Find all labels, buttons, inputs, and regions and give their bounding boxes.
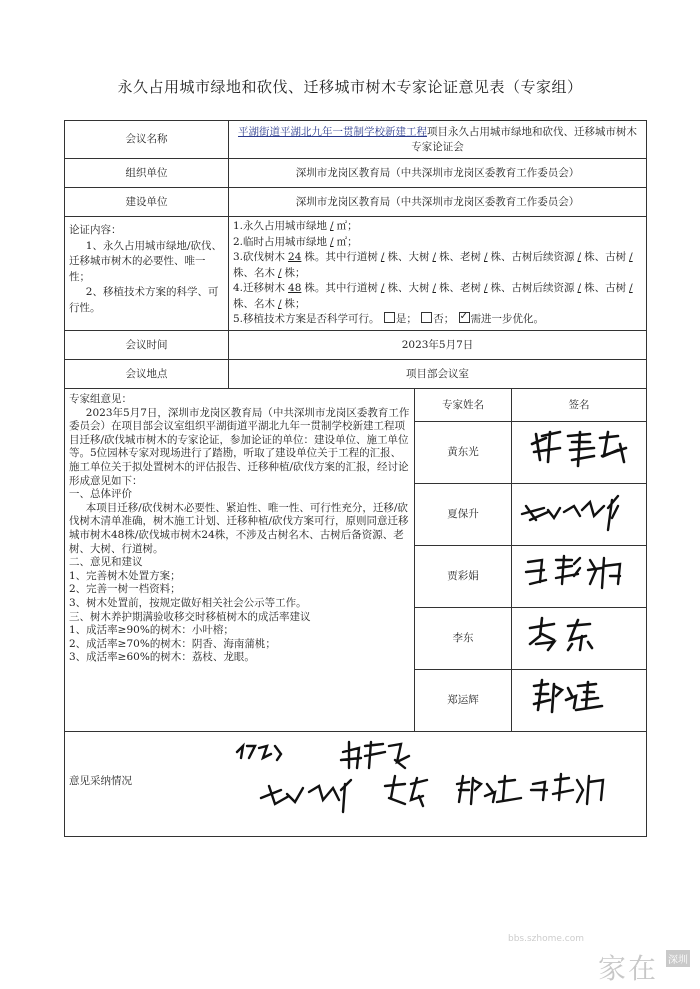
handwritten-signature-icon <box>512 484 647 540</box>
expert-signature <box>512 484 647 546</box>
expert-name: 李东 <box>415 608 512 670</box>
row-topics <box>65 217 647 331</box>
organizer-value: 深圳市龙岗区教育局（中共深圳市龙岗区委教育工作委员会） <box>229 159 647 188</box>
measures-cell <box>229 217 647 331</box>
expert-name: 贾彩娟 <box>415 546 512 608</box>
group-signatures-icon <box>65 732 647 837</box>
expert-opinion-form <box>64 120 647 837</box>
expert-signature <box>512 670 647 732</box>
opinion-r1: 1、成活率≥90%的树木：小叶榕； <box>69 624 234 637</box>
expert-name: 郑运辉 <box>415 670 512 732</box>
row-organizer <box>65 159 647 188</box>
handwritten-signature-icon <box>512 608 647 664</box>
expert-signature <box>512 546 647 608</box>
cut-count: 24 <box>288 251 302 264</box>
meeting-time-value: 2023年5月7日 <box>229 331 647 360</box>
topics-item-2: 2、移植技术方案的科学、可行性。 <box>69 286 219 314</box>
temp-green-value: / <box>330 235 334 248</box>
opinion-r2: 2、成活率≥70%的树木：阴香、海南蒲桃； <box>69 637 276 650</box>
scheme-no-checkbox[interactable] <box>421 312 432 323</box>
expert-name: 黄东光 <box>415 422 512 484</box>
handwritten-signature-icon <box>512 670 647 726</box>
perm-green-line: 1.永久占用城市绿地 / ㎡； <box>233 220 358 233</box>
row-meeting-name <box>65 121 647 159</box>
move-count: 48 <box>288 282 302 295</box>
scheme-line: 5.移植技术方案是否科学可行。 是； 否； ✓ 需进一步优化。 <box>233 312 642 328</box>
adoption-cell <box>65 732 647 837</box>
watermark-city: 深圳 <box>666 950 690 967</box>
topics-item-1: 1、永久占用城市绿地/砍伐、迁移城市树木的必要性、唯一性； <box>69 239 223 283</box>
scheme-yes-checkbox[interactable] <box>384 312 395 323</box>
opinion-s2-1: 1、完善树木处置方案； <box>69 569 181 582</box>
topics-cell <box>65 217 229 331</box>
meeting-place-label: 会议地点 <box>65 360 229 389</box>
opinion-s1: 一、总体评价 <box>69 488 132 501</box>
opinion-s2-3: 3、树木处置前，按规定做好相关社会公示等工作。 <box>69 596 307 609</box>
temp-green-line: 2.临时占用城市绿地 / ㎡； <box>233 235 358 248</box>
adoption-label: 意见采纳情况 <box>69 775 132 787</box>
opinion-r3: 3、成活率≥60%的树木：荔枝、龙眼。 <box>69 651 255 664</box>
row-adoption <box>65 732 647 837</box>
cut-trees-line: 3.砍伐树木 24 株。其中行道树 / 株、大树 / 株、老树 / 株、古树后续资源 / 株、古树 /株、名木 / 株； <box>233 251 633 279</box>
builder-value: 深圳市龙岗区教育局（中共深圳市龙岗区委教育工作委员会） <box>229 188 647 217</box>
meeting-place-value: 项目部会议室 <box>229 360 647 389</box>
topics-heading: 论证内容： <box>69 224 122 236</box>
expert-signature <box>512 608 647 670</box>
expert-signature <box>512 422 647 484</box>
meeting-name-project: 平湖街道平湖北九年一贯制学校新建工程 <box>238 125 427 138</box>
page-title: 永久占用城市绿地和砍伐、迁移城市树木专家论证意见表（专家组） <box>117 78 583 96</box>
watermark-url: bbs.szhome.com <box>508 934 584 944</box>
handwritten-signature-icon <box>512 422 647 478</box>
meeting-time-label: 会议时间 <box>65 331 229 360</box>
perm-green-value: / <box>330 220 334 233</box>
builder-label: 建设单位 <box>65 188 229 217</box>
meeting-name-rest: 项目永久占用城市绿地和砍伐、迁移城市树木专家论证会 <box>411 125 637 153</box>
signature-header: 签名 <box>512 389 647 422</box>
opinion-s1-text: 本项目迁移/砍伐树木必要性、紧迫性、唯一性、可行性充分，迁移/砍伐树木清单准确，树木施工计划、迁移种植/砍伐方案可行，原则同意迁移城市树木48株/砍伐城市树木24株，不涉及古树名木、古树后备资源、老树、大树、行道树。 <box>69 501 409 555</box>
handwritten-signature-icon <box>512 546 647 602</box>
scheme-further-checkbox[interactable] <box>459 312 470 323</box>
opinion-cell <box>65 389 415 732</box>
row-meeting-place <box>65 360 647 389</box>
opinion-intro: 2023年5月7日，深圳市龙岗区教育局（中共深圳市龙岗区委教育工作委员会）在项目部会议室组织平湖街道平湖北九年一贯制学校新建工程项目迁移/砍伐城市树木的专家论证，参加论证的单位：建设单位、施工单位等。5位园林专家对现场进行了踏勘，听取了建设单位关于工程的汇报、施工单位关于拟处置树木的评估报告、迁移种植/砍伐方案的汇报，经讨论形成意见如下： <box>69 406 410 487</box>
meeting-name-value <box>229 121 647 159</box>
expert-name: 夏保升 <box>415 484 512 546</box>
opinion-s3: 三、树木养护期满验收移交时移植树木的成活率建议 <box>69 610 311 623</box>
row-builder <box>65 188 647 217</box>
meeting-name-label: 会议名称 <box>65 121 229 159</box>
row-meeting-time <box>65 331 647 360</box>
watermark-brand: 家在 <box>598 952 659 985</box>
opinion-s2-2: 2、完善一树一档资料； <box>69 583 181 596</box>
expert-name-header: 专家姓名 <box>415 389 512 422</box>
move-trees-line: 4.迁移树木 48 株。其中行道树 / 株、大树 / 株、老树 / 株、古树后续资源 / 株、古树 /株、名木 / 株； <box>233 282 633 310</box>
row-expert-header <box>65 389 647 422</box>
opinion-s2: 二、意见和建议 <box>69 556 143 569</box>
organizer-label: 组织单位 <box>65 159 229 188</box>
opinion-heading: 专家组意见： <box>69 393 132 405</box>
